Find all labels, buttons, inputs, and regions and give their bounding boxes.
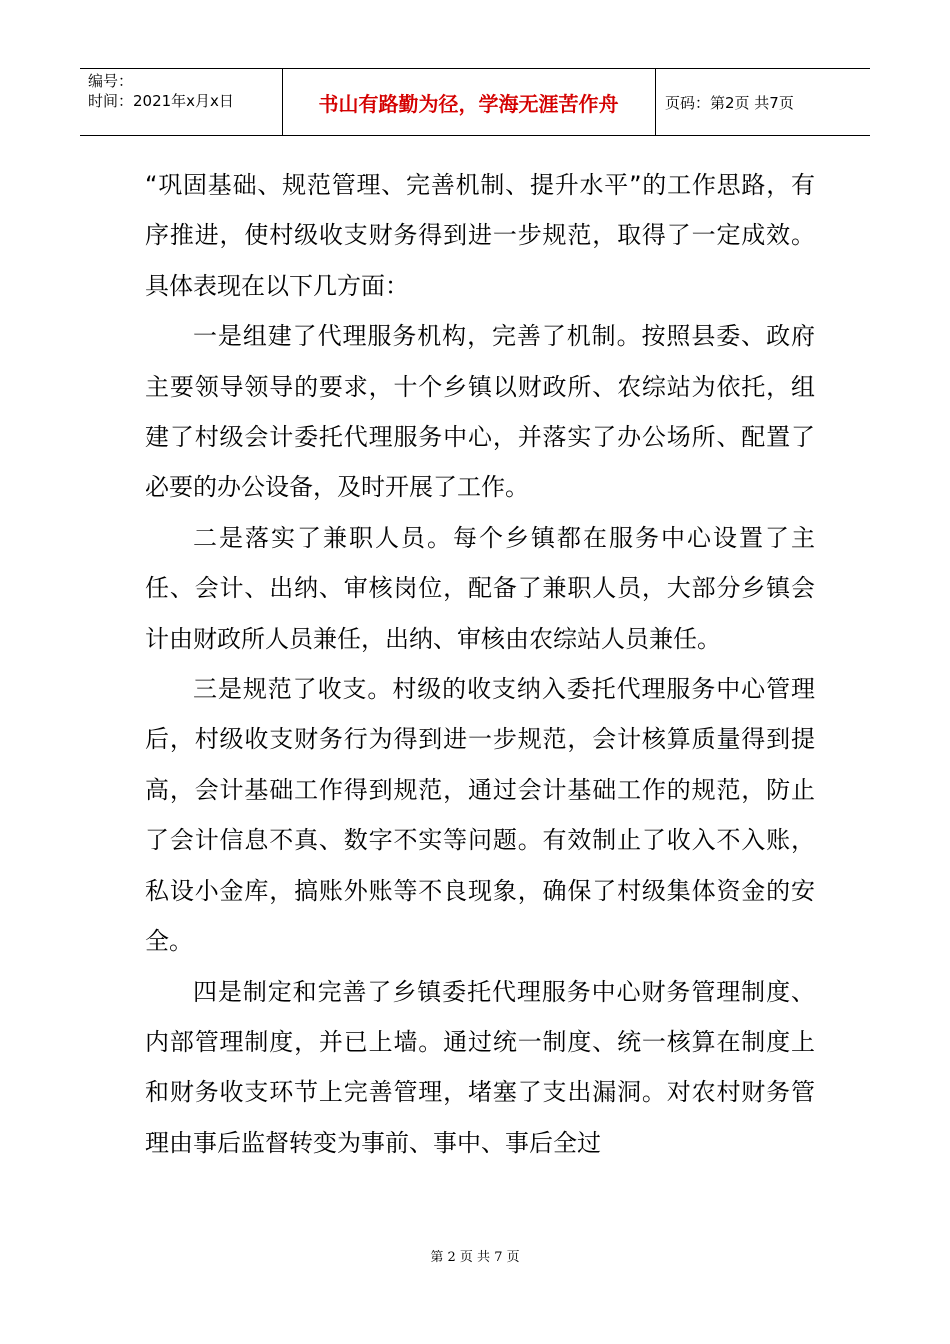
paragraph-continuation: “巩固基础、规范管理、完善机制、提升水平”的工作思路，有序推进，使村级收支财务得到进一步规范，取得了一定成效。具体表现在以下几方面：	[145, 171, 815, 300]
document-body	[145, 160, 815, 1168]
header-info-cell	[80, 69, 283, 135]
document-number-label: 编号：	[88, 72, 134, 90]
header-page-cell	[655, 69, 870, 135]
paragraph-point-two: 二是落实了兼职人员。每个乡镇都在服务中心设置了主任、会计、出纳、审核岗位，配备了兼职人员，大部分乡镇会计由财政所人员兼任，出纳、审核由农综站人员兼任。	[145, 523, 815, 653]
header-motto: 书山有路勤为径，学海无涯苦作舟	[318, 92, 619, 116]
paragraph-point-one: 一是组建了代理服务机构，完善了机制。按照县委、政府主要领导领导的要求，十个乡镇以财政所、农综站为依托，组建了村级会计委托代理服务中心，并落实了办公场所、配置了必要的办公设备，及时开展了工作。	[145, 322, 815, 502]
document-header	[80, 68, 870, 136]
paragraph-point-four: 四是制定和完善了乡镇委托代理服务中心财务管理制度、内部管理制度，并已上墙。通过统一制度、统一核算在制度上和财务收支环节上完善管理，堵塞了支出漏洞。对农村财务管理由事后监督转变为事前、事中、事后全过	[145, 977, 815, 1157]
document-time-label: 时间：2021年x月x日	[88, 92, 234, 110]
page-footer: 第 2 页 共 7 页	[430, 1250, 520, 1265]
paragraph-point-three: 三是规范了收支。村级的收支纳入委托代理服务中心管理后，村级收支财务行为得到进一步规范，会计核算质量得到提高，会计基础工作得到规范，通过会计基础工作的规范，防止了会计信息不真、数字不实等问题。有效制止了收入不入账，私设小金库，搞账外账等不良现象，确保了村级集体资金的安全。	[145, 675, 815, 956]
header-page-info: 页码：第2页 共7页	[665, 94, 794, 112]
header-motto-cell	[282, 69, 656, 135]
